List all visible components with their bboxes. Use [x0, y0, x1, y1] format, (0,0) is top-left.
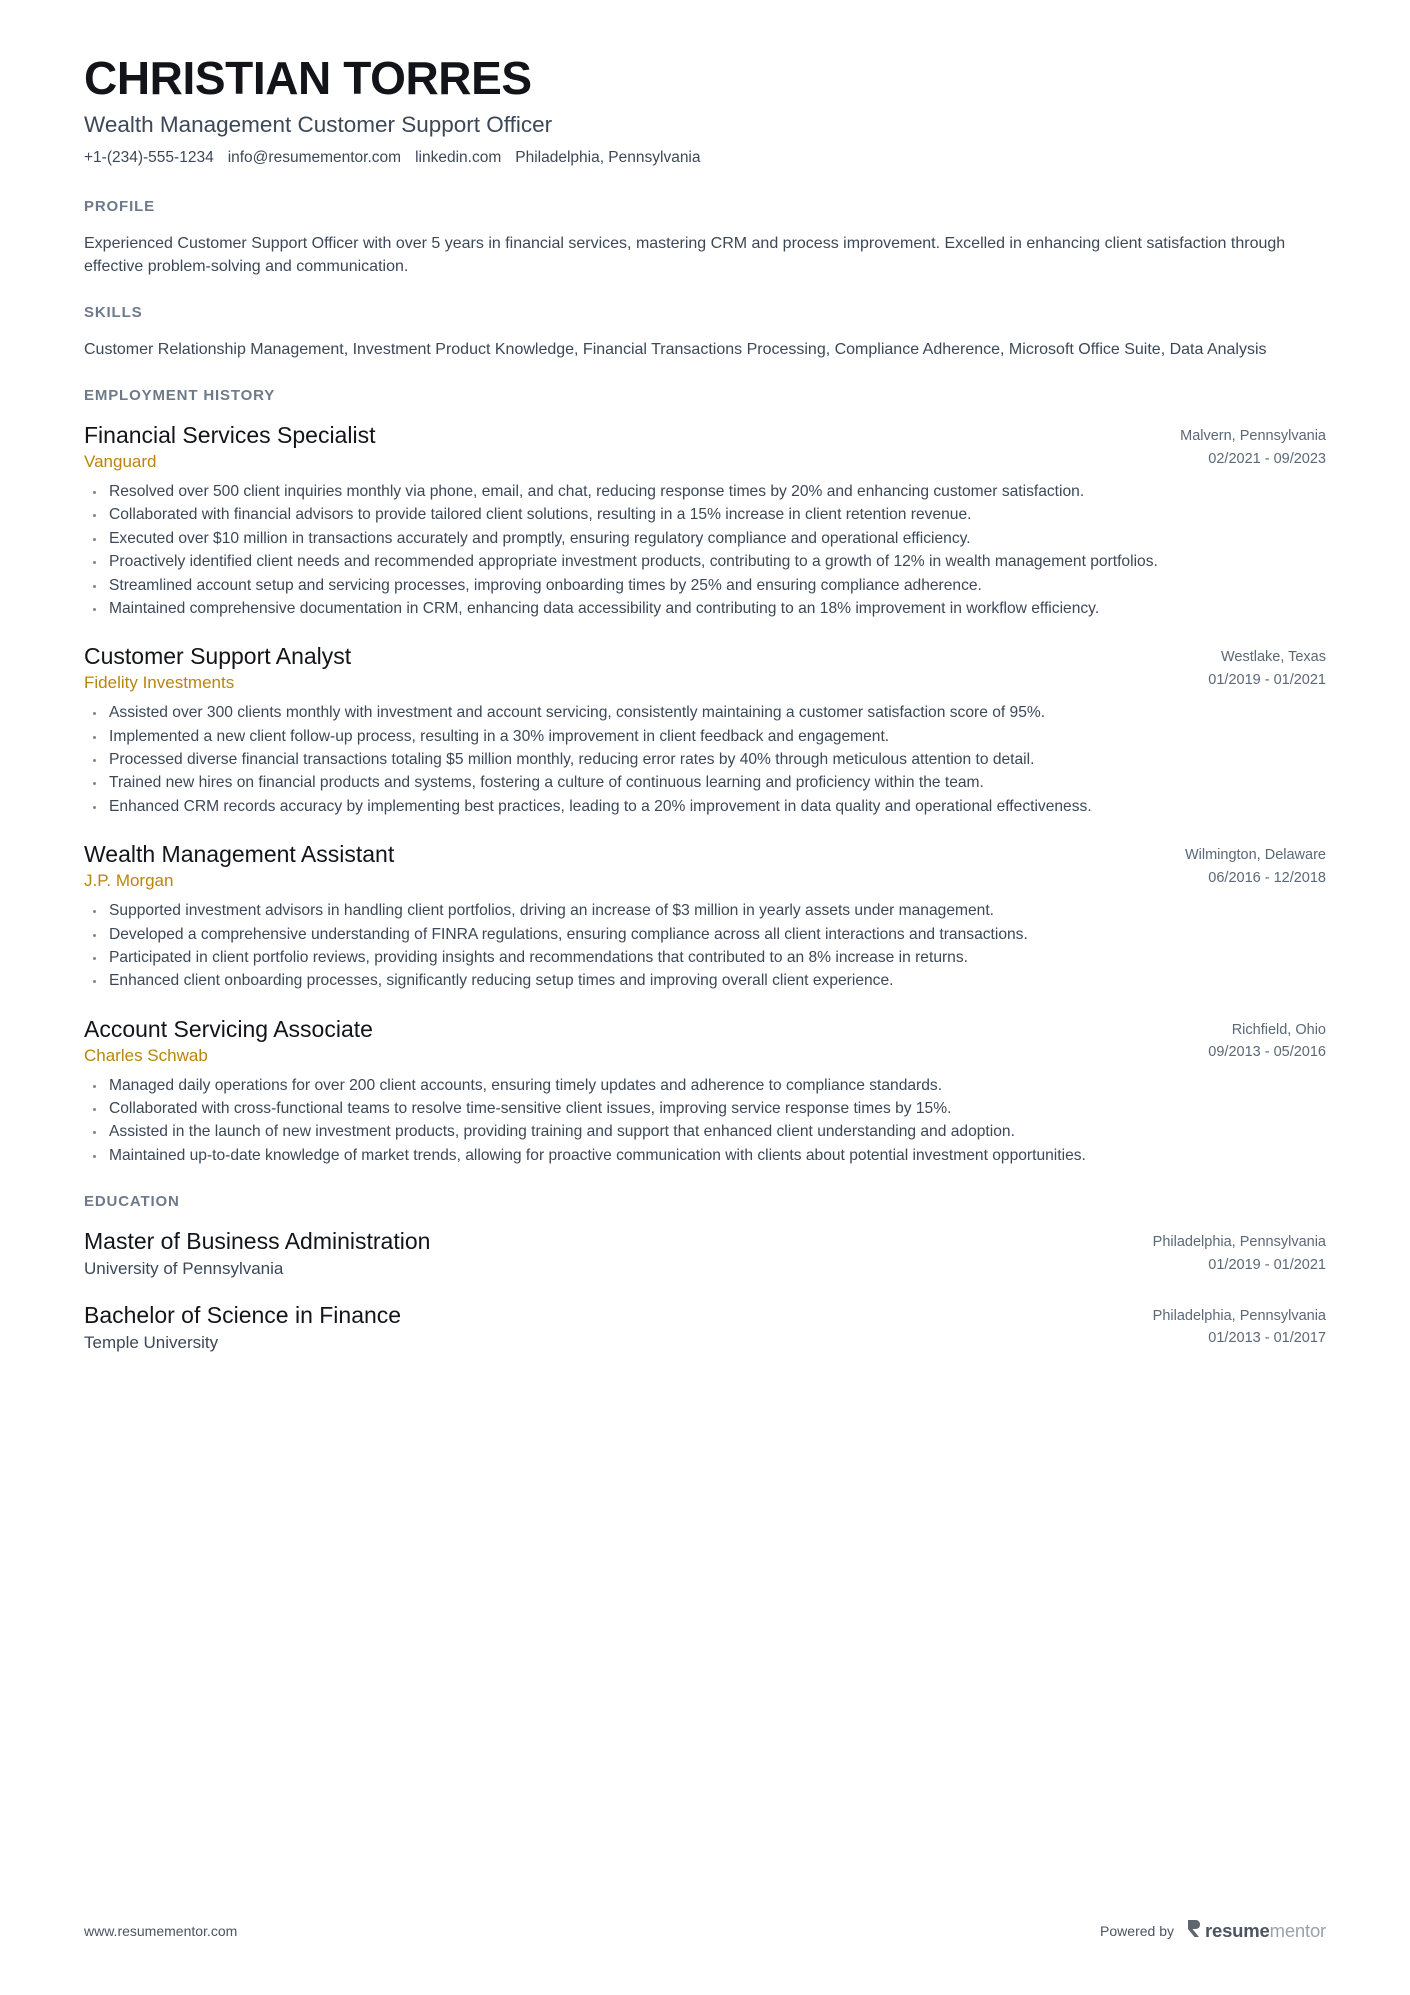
education-entry: [84, 1301, 1326, 1355]
employment-bullet: Maintained comprehensive documentation in CRM, enhancing data accessibility and contributing to an 18% improvement in workflow efficiency.: [84, 598, 1326, 620]
employment-role: Financial Services Specialist: [84, 422, 376, 449]
employment-entry-header: [84, 1015, 1326, 1068]
employment-bullet: Assisted in the launch of new investment products, providing training and support that enhanced client understanding and adoption.: [84, 1121, 1326, 1143]
contact-location: Philadelphia, Pennsylvania: [515, 148, 701, 166]
employment-entry: [84, 840, 1326, 993]
resumementor-mark-icon: [1186, 1919, 1201, 1943]
employment-company: J.P. Morgan: [84, 871, 174, 891]
job-title: Wealth Management Customer Support Officer: [84, 111, 553, 137]
skills-section: [84, 304, 1326, 361]
employment-entry: [84, 1015, 1326, 1168]
education-location: Philadelphia, Pennsylvania: [1152, 1307, 1326, 1324]
employment-bullet: Processed diverse financial transactions totaling $5 million monthly, reducing error rates by 40% through meticulous attention to detail.: [84, 749, 1326, 771]
contact-linkedin[interactable]: linkedin.com: [415, 148, 502, 166]
employment-dates: 02/2021 - 09/2023: [1208, 450, 1326, 467]
employment-entry-header: [84, 421, 1326, 474]
employment-bullet: Collaborated with financial advisors to provide tailored client solutions, resulting in a 15% increase in client retention revenue.: [84, 504, 1326, 526]
section-heading-employment: EMPLOYMENT HISTORY: [84, 387, 276, 405]
contact-info: [84, 148, 1326, 168]
employment-role: Account Servicing Associate: [84, 1015, 373, 1042]
education-list: [84, 1227, 1326, 1354]
education-entry-header: [84, 1301, 1326, 1355]
resumementor-logo: [1186, 1919, 1326, 1943]
education-school: University of Pennsylvania: [84, 1259, 284, 1279]
employment-entry-meta: [1185, 840, 1326, 889]
employment-entry-meta: [1180, 421, 1326, 470]
employment-entry-main: [84, 840, 1185, 893]
education-dates: 01/2013 - 01/2017: [1208, 1330, 1326, 1347]
profile-text: Experienced Customer Support Officer with over 5 years in financial services, mastering CRM and process improvement. Excelled in enhancing client satisfaction through effective problem-solving and communication.: [84, 234, 1286, 275]
education-dates: 01/2019 - 01/2021: [1208, 1256, 1326, 1273]
employment-role: Customer Support Analyst: [84, 643, 352, 670]
footer-brand: [1100, 1919, 1326, 1943]
employment-bullet: Implemented a new client follow-up process, resulting in a 30% improvement in client feedback and engagement.: [84, 726, 1326, 748]
employment-dates: 09/2013 - 05/2016: [1208, 1044, 1326, 1061]
education-degree: Bachelor of Science in Finance: [84, 1301, 402, 1328]
employment-dates: 06/2016 - 12/2018: [1208, 869, 1326, 886]
employment-dates: 01/2019 - 01/2021: [1208, 671, 1326, 688]
employment-bullet: Developed a comprehensive understanding of FINRA regulations, ensuring compliance across all client interactions and transactions.: [84, 924, 1326, 946]
education-entry-header: [84, 1227, 1326, 1281]
employment-location: Malvern, Pennsylvania: [1180, 428, 1326, 445]
employment-entry: [84, 642, 1326, 818]
employment-list: [84, 421, 1326, 1167]
education-entry-main: [84, 1301, 1153, 1355]
employment-bullet: Enhanced client onboarding processes, significantly reducing setup times and improving overall client experience.: [84, 970, 1326, 992]
employment-location: Wilmington, Delaware: [1184, 847, 1326, 864]
section-heading-skills: SKILLS: [84, 304, 143, 321]
employment-bullet: Participated in client portfolio reviews, providing insights and recommendations that contributed to an 8% increase in returns.: [84, 947, 1326, 969]
employment-bullet: Assisted over 300 clients monthly with investment and account servicing, consistently maintaining a customer satisfaction score of 95%.: [84, 702, 1326, 724]
section-heading-education: EDUCATION: [84, 1193, 180, 1211]
education-entry: [84, 1227, 1326, 1281]
skills-text: Customer Relationship Management, Investment Product Knowledge, Financial Transactions Processing, Compliance Adherence, Microsoft Office Suite, Data Analysis: [84, 341, 1267, 358]
section-heading-profile: PROFILE: [84, 197, 155, 215]
education-entry-main: [84, 1227, 1153, 1281]
education-school: Temple University: [84, 1332, 219, 1352]
employment-bullet-list: [84, 1075, 1326, 1168]
employment-bullet: Enhanced CRM records accuracy by implementing best practices, leading to a 20% improvement in data quality and operational effectiveness.: [84, 796, 1326, 818]
page-footer: [84, 1919, 1326, 1943]
powered-by-label: Powered by: [1100, 1923, 1174, 1939]
employment-bullet: Maintained up-to-date knowledge of market trends, allowing for proactive communication with clients about potential investment opportunities.: [84, 1145, 1326, 1167]
contact-phone: +1-(234)-555-1234: [84, 148, 214, 166]
education-location: Philadelphia, Pennsylvania: [1152, 1234, 1326, 1251]
employment-bullet: Executed over $10 million in transactions accurately and promptly, ensuring regulatory compliance and operational efficiency.: [84, 528, 1326, 550]
employment-location: Westlake, Texas: [1220, 649, 1326, 666]
employment-bullet-list: [84, 702, 1326, 818]
employment-role: Wealth Management Assistant: [84, 841, 395, 868]
employment-entry-main: [84, 421, 1180, 474]
employment-bullet: Streamlined account setup and servicing processes, improving onboarding times by 25% and ensuring compliance adherence.: [84, 575, 1326, 597]
education-entry-meta: [1153, 1227, 1326, 1276]
education-entry-meta: [1153, 1301, 1326, 1350]
education-degree: Master of Business Administration: [84, 1228, 431, 1255]
brand-word-resume: resume: [1204, 1919, 1270, 1941]
employment-bullet: Collaborated with cross-functional teams to resolve time-sensitive client issues, improving service response times by 15%.: [84, 1098, 1326, 1120]
employment-bullet-list: [84, 900, 1326, 993]
employment-bullet: Managed daily operations for over 200 client accounts, ensuring timely updates and adherence to compliance standards.: [84, 1075, 1326, 1097]
employment-bullet: Proactively identified client needs and recommended appropriate investment products, contributing to a growth of 12% in wealth management portfolios.: [84, 551, 1326, 573]
employment-entry-main: [84, 1015, 1208, 1068]
employment-entry-meta: [1208, 1015, 1326, 1064]
employment-entry-header: [84, 840, 1326, 893]
employment-location: Richfield, Ohio: [1231, 1021, 1326, 1038]
brand-word-mentor: mentor: [1269, 1919, 1326, 1941]
employment-bullet-list: [84, 481, 1326, 621]
footer-website-url[interactable]: www.resumementor.com: [84, 1923, 238, 1939]
employment-company: Vanguard: [84, 451, 157, 471]
resumementor-wordmark: [1204, 1919, 1326, 1941]
employment-bullet: Supported investment advisors in handling client portfolios, driving an increase of $3 million in yearly assets under management.: [84, 900, 1326, 922]
profile-section: [84, 198, 1326, 278]
page-title: CHRISTIAN TORRES: [84, 52, 532, 104]
resume-header: [84, 54, 1326, 168]
employment-bullet: Trained new hires on financial products and systems, fostering a culture of continuous learning and proficiency within the team.: [84, 772, 1326, 794]
education-section: [84, 1193, 1326, 1354]
employment-entry-header: [84, 642, 1326, 695]
employment-company: Fidelity Investments: [84, 673, 235, 693]
employment-company: Charles Schwab: [84, 1045, 208, 1065]
employment-section: [84, 387, 1326, 1167]
employment-entry-main: [84, 642, 1208, 695]
employment-bullet: Resolved over 500 client inquiries monthly via phone, email, and chat, reducing response times by 20% and enhancing customer satisfaction.: [84, 481, 1326, 503]
contact-email[interactable]: info@resumementor.com: [227, 148, 402, 166]
employment-entry-meta: [1208, 642, 1326, 691]
employment-entry: [84, 421, 1326, 620]
